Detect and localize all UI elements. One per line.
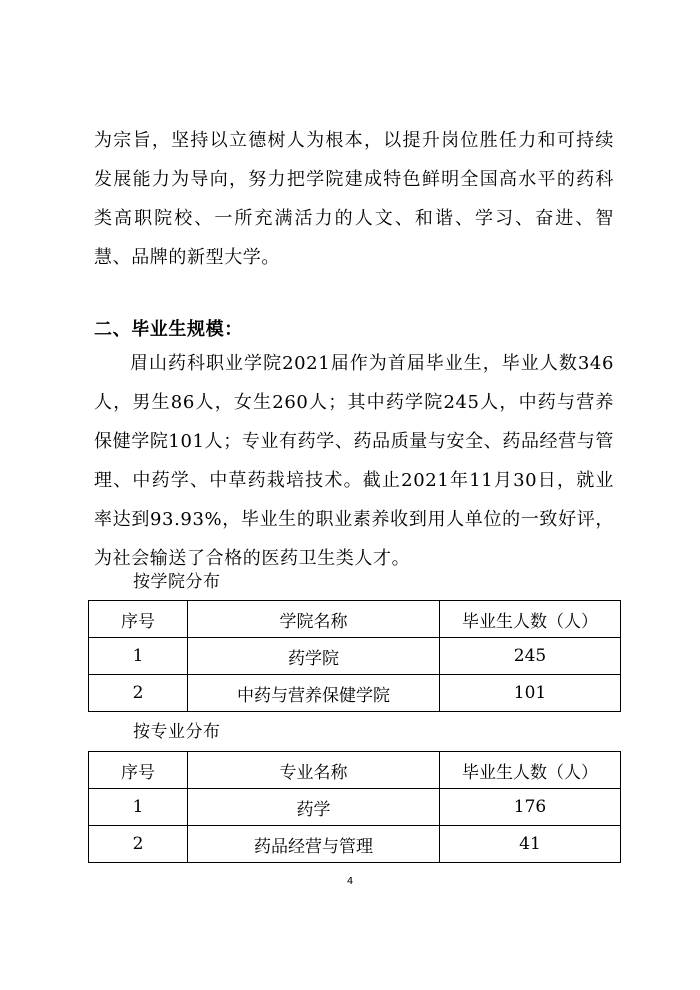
header-cell-graduate-count: 毕业生人数（人） — [440, 601, 621, 638]
intro-paragraph: 为宗旨，坚持以立德树人为根本，以提升岗位胜任力和可持续发展能力为导向，努力把学院建成特色鲜明全国高水平的药科类高职院校、一所充满活力的人文、和谐、学习、奋进、智慧、品牌的新型大学。 — [94, 130, 614, 268]
table-row — [89, 638, 621, 675]
section-heading: 二、毕业生规模： — [94, 319, 243, 340]
cell-index: 2 — [89, 826, 188, 863]
header-cell-graduate-count: 毕业生人数（人） — [440, 752, 621, 789]
cell-college-name: 药学院 — [188, 638, 440, 675]
page-number: 4 — [346, 876, 354, 887]
cell-graduate-count: 101 — [440, 675, 621, 712]
table-caption-by-college: 按学院分布 — [133, 572, 221, 592]
table-row — [89, 826, 621, 863]
table-header-row — [89, 601, 621, 638]
table-by-college — [88, 600, 621, 712]
cell-graduate-count: 176 — [440, 789, 621, 826]
cell-index: 2 — [89, 675, 188, 712]
table-by-major — [88, 751, 621, 863]
table-row — [89, 675, 621, 712]
cell-major-name: 药品经营与管理 — [188, 826, 440, 863]
cell-index: 1 — [89, 789, 188, 826]
cell-college-name: 中药与营养保健学院 — [188, 675, 440, 712]
header-cell-college-name: 学院名称 — [188, 601, 440, 638]
header-cell-index: 序号 — [89, 752, 188, 789]
cell-major-name: 药学 — [188, 789, 440, 826]
table-header-row — [89, 752, 621, 789]
cell-graduate-count: 41 — [440, 826, 621, 863]
graduate-scale-paragraph: 眉山药科职业学院2021届作为首届毕业生，毕业人数346人，男生86人，女生260人；其中药学院245人，中药与营养保健学院101人；专业有药学、药品质量与安全、药品经营与管理、中药学、中草药栽培技术。截止2021年11月30日，就业率达到93.93%，毕业生的职业素养收到用人单位的一致好评，为社会输送了合格的医药卫生类人才。 — [94, 353, 614, 569]
header-cell-major-name: 专业名称 — [188, 752, 440, 789]
header-cell-index: 序号 — [89, 601, 188, 638]
cell-index: 1 — [89, 638, 188, 675]
table-row — [89, 789, 621, 826]
table-caption-by-major: 按专业分布 — [133, 722, 221, 742]
cell-graduate-count: 245 — [440, 638, 621, 675]
